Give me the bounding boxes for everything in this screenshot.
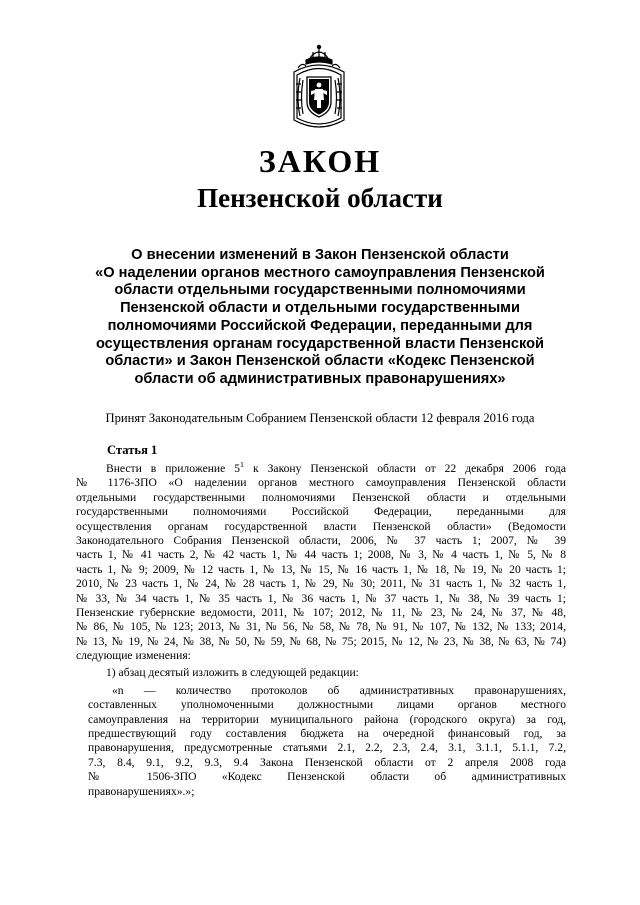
body-line: № 1176-ЗПО «О наделении органов местного самоуправления Пензенской области [76, 476, 566, 490]
body-line: часть 1, № 9; 2009, № 12 часть 1, № 13, № 15, № 16 часть 1, № 18, № 19, № 20 часть 1; [76, 562, 566, 576]
law-title: ЗАКОН [258, 143, 382, 179]
heading-line: О внесении изменений в Закон Пензенской области [131, 247, 509, 263]
superscript: 1 [240, 462, 245, 470]
heading-line: Пензенской области и отдельными государственными [120, 300, 520, 317]
quote-line: № 1506-ЗПО «Кодекс Пензенской области об административных [88, 770, 566, 784]
heading-line: осуществления органам государственной власти Пензенской [95, 335, 545, 352]
adoption-note: Принят Законодательным Собранием Пензенской области 12 февраля 2016 года [105, 411, 535, 425]
body-line: Пензенские губернские ведомости, 2011, № 107; 2012, № 11, № 23, № 24, № 37, № 48, [76, 605, 566, 619]
body-line: государственными полномочиями Российской Федерации, переданными для [76, 505, 566, 519]
quote-line: предшествующий году составления бюджета на очередной финансовый год, за [88, 727, 566, 741]
body-line: № 33, № 34 часть 1, № 35 часть 1, № 36 часть 1, № 37 часть 1, № 38, № 39 часть 1; [76, 591, 566, 605]
heading-line: полномочиями Российской Федерации, переданными для [107, 317, 533, 334]
law-subtitle: Пензенской области [197, 183, 443, 213]
quote-line: правонарушения, предусмотренные статьями 2.1, 2.2, 2.3, 2.4, 3.1, 3.1.1, 5.1.1, 7.2, [88, 741, 566, 755]
quote-line: 7.3, 8.4, 9.1, 9.2, 9.3, 9.4 Закона Пензенской области от 2 апреля 2008 года [88, 755, 566, 769]
body-line: часть 1, № 41 часть 2, № 42 часть 1, № 44 часть 1; 2008, № 3, № 4 часть 1, № 5, № 8 [76, 548, 566, 562]
intro-text-rest: к Закону Пензенской области от 22 декабря 2006 года [244, 462, 566, 475]
coat-of-arms-icon [288, 44, 350, 130]
intro-text: Внести в приложение 5 [106, 462, 241, 475]
body-line: отдельными государственными полномочиями Пензенской области и отдельными [76, 490, 566, 504]
heading-line: области об административных правонарушениях» [134, 370, 506, 387]
quote-line: правонарушениях».»; [88, 784, 195, 798]
law-heading [70, 247, 570, 389]
body-line: следующие изменения: [76, 649, 191, 663]
quote-line: составленных уполномоченными должностными лицами органов местного [88, 698, 566, 712]
heading-line: области» и Закон Пензенской области «Кодекс Пензенской [105, 353, 535, 370]
body-line: № 86, № 105, № 123; 2013, № 31, № 56, № 58, № 78, № 91, № 107, № 132, № 133; 2014, [76, 620, 566, 634]
quote-line: самоуправления на территории муниципального района (городского округа) за год, [88, 712, 566, 726]
body-line [76, 462, 566, 476]
heading-line: «О наделении органов местного самоуправления Пензенской [95, 264, 545, 281]
list-item: 1) абзац десятый изложить в следующей редакции: [106, 666, 359, 680]
body-line: № 13, № 19, № 24, № 38, № 50, № 59, № 68, № 75; 2015, № 12, № 23, № 38, № 63, № 74) [76, 634, 566, 648]
article-title: Статья 1 [107, 443, 158, 457]
body-line: 2010, № 23 часть 1, № 24, № 28 часть 1, № 29, № 30; 2011, № 31 часть 1, № 32 часть 1, [76, 577, 566, 591]
quote-line: «n — количество протоколов об административных правонарушениях, [112, 683, 566, 697]
article-body [76, 462, 566, 799]
heading-line: области отдельными государственными полномочиями [114, 282, 526, 299]
body-line: осуществления органам государственной власти Пензенской области» (Ведомости [76, 519, 566, 533]
body-line: Законодательного Собрания Пензенской области, 2006, № 37 часть 1; 2007, № 39 [76, 533, 566, 547]
